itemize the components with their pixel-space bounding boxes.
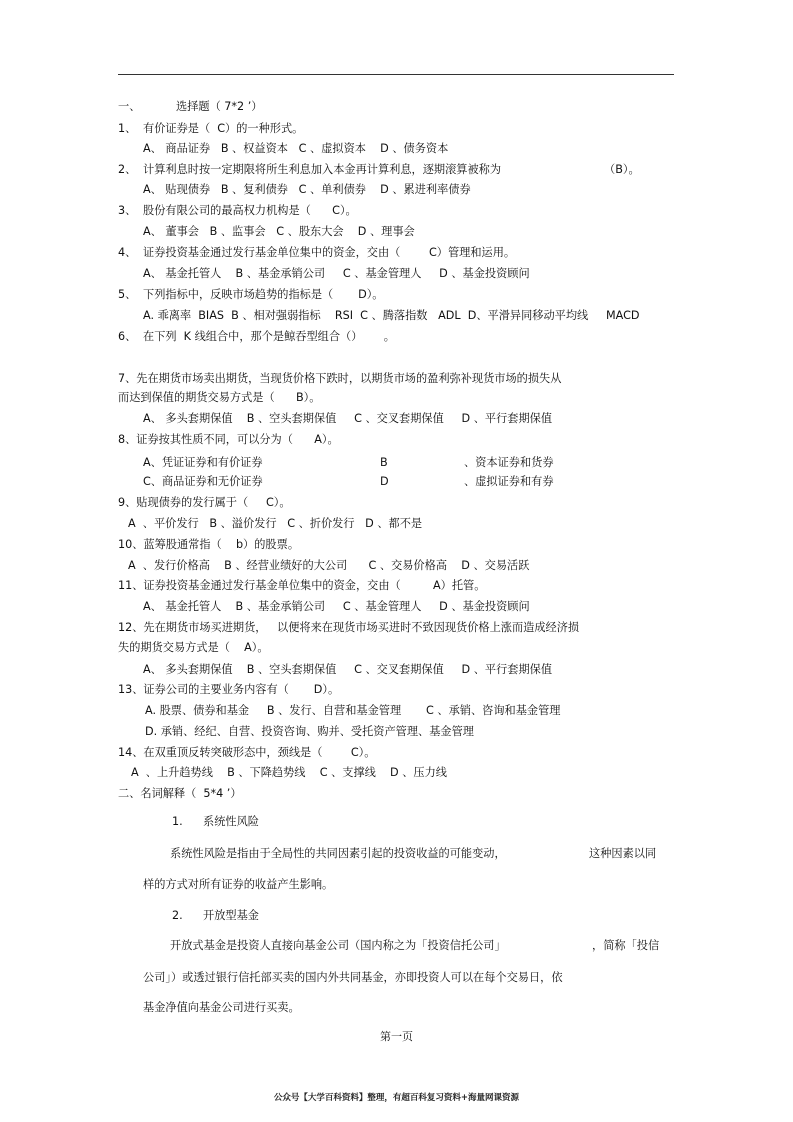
option-d-letter: D	[380, 475, 389, 488]
section-heading: 选择题（ 7*2 ’）	[176, 100, 263, 113]
option-b-letter: B	[380, 456, 388, 469]
question-answer: C）管理和运用。	[429, 246, 516, 259]
question-text: 在下列 K 线组合中，那个是鲸吞型组合（） 。	[143, 330, 395, 343]
option-d: 、虚拟证券和有券	[464, 475, 554, 488]
question-number: 4、	[118, 246, 137, 259]
question-text: 10、蓝筹股通常指（ b）的股票。	[118, 538, 300, 551]
question-text: 8、证券按其性质不同，可以分为（ A）。	[118, 433, 339, 446]
question-answer: （B）。	[604, 163, 640, 176]
question-options: A. 乖离率 BIAS B 、相对强弱指标 RSI C 、腾落指数 ADL D、平滑异同移动平均线 MACD	[143, 309, 640, 322]
question-options: A、 基金托管人 B 、基金承销公司 C 、基金管理人 D 、基金投资顾问	[143, 600, 530, 613]
question-number: 1、	[118, 122, 137, 135]
question-options: A、 多头套期保值 B 、空头套期保值 C 、交叉套期保值 D 、平行套期保值	[143, 412, 553, 425]
term-paragraph: 系统性风险是指由于全局性的共同因素引起的投资收益的可能变动，	[170, 847, 506, 860]
question-text: 13、证券公司的主要业务内容有（ D）。	[118, 683, 340, 696]
question-options: A. 股票、债券和基金 B 、发行、自营和基金管理 C 、承销、咨询和基金管理	[145, 704, 561, 717]
question-text-cont: 而达到保值的期货交易方式是（ B）。	[118, 391, 321, 404]
question-options: A 、平价发行 B 、溢价发行 C 、折价发行 D 、都不是	[128, 517, 423, 530]
question-text: 7、先在期货市场卖出期货，当现货价格下跌时，以期货市场的盈利弥补现货市场的损失从	[118, 372, 562, 385]
term-paragraph-cont: 样的方式对所有证券的收益产生影响。	[143, 878, 334, 891]
question-text: 11、证券投资基金通过发行基金单位集中的资金，交由（	[118, 579, 401, 592]
question-text: 计算利息时按一定期限将所生利息加入本金再计算利息，逐期滚算被称为	[143, 163, 502, 176]
question-text: 有价证券是（ C）的一种形式。	[143, 122, 304, 135]
question-options: A、 董事会 B 、监事会 C 、股东大会 D 、理事会	[143, 225, 415, 238]
option-c: C、商品证券和无价证券	[143, 475, 263, 488]
question-text: 9、贴现债券的发行属于（ C）。	[118, 496, 291, 509]
question-options-2: D. 承销、经纪、自营、投资咨询、购并、受托资产管理、基金管理	[145, 725, 474, 738]
option-a: A、凭证证券和有价证券	[143, 456, 263, 469]
question-options: A、 多头套期保值 B 、空头套期保值 C 、交叉套期保值 D 、平行套期保值	[143, 663, 553, 676]
question-text-b: 以便将来在现货市场买进时不致因现货价格上涨而造成经济损	[277, 621, 580, 634]
question-answer: A）托管。	[433, 579, 486, 592]
term-paragraph-cont: 公司」）或透过银行信托部买卖的国内外共同基金，亦即投资人可以在每个交易日，依	[143, 971, 563, 984]
term-paragraph: 开放式基金是投资人直接向基金公司（国内称之为「投资信托公司」	[170, 939, 506, 952]
page-number: 第一页	[380, 1030, 413, 1043]
question-text: 12、先在期货市场买进期货，	[118, 621, 267, 634]
question-options: A、 商品证券 B 、权益资本 C 、虚拟资本 D 、债务资本	[143, 142, 449, 155]
question-text: 14、在双重顶反转突破形态中，颈线是（ C）。	[118, 746, 376, 759]
question-text-cont: 失的期货交易方式是（ A）。	[118, 641, 269, 654]
option-b: 、资本证券和货券	[464, 456, 554, 469]
term-paragraph-cont: 基金净值向基金公司进行买卖。	[143, 1001, 300, 1014]
question-options: A 、发行价格高 B 、经营业绩好的大公司 C 、交易价格高 D 、交易活跃	[128, 559, 530, 572]
question-number: 5、	[118, 288, 137, 301]
question-number: 3、	[118, 204, 137, 217]
header-rule	[118, 74, 674, 75]
term-paragraph-b: 这种因素以同	[589, 847, 657, 860]
term-number: 1.	[172, 815, 183, 828]
term-title: 系统性风险	[203, 815, 259, 828]
question-options: A、 贴现债券 B 、复利债券 C 、单利债券 D 、累进利率债券	[143, 183, 471, 196]
question-number: 2、	[118, 163, 137, 176]
question-text: 下列指标中，反映市场趋势的指标是（ D）。	[143, 288, 384, 301]
question-number: 6、	[118, 330, 137, 343]
term-number: 2.	[172, 909, 183, 922]
question-text: 证券投资基金通过发行基金单位集中的资金，交由（	[143, 246, 401, 259]
term-title: 开放型基金	[203, 909, 259, 922]
question-text: 股份有限公司的最高权力机构是（ C）。	[143, 204, 357, 217]
footer-note: 公众号【大学百科资料】整理，有超百科复习资料+海量网课资源	[273, 1093, 520, 1103]
question-options: A、 基金托管人 B 、基金承销公司 C 、基金管理人 D 、基金投资顾问	[143, 267, 530, 280]
question-options: A 、上升趋势线 B 、下降趋势线 C 、支撑线 D 、压力线	[131, 766, 447, 779]
section-number: 一、	[118, 100, 141, 113]
section-heading: 二、名词解释（ 5*4 ’）	[118, 787, 242, 800]
term-paragraph-b: ，简称「投信	[592, 939, 660, 952]
